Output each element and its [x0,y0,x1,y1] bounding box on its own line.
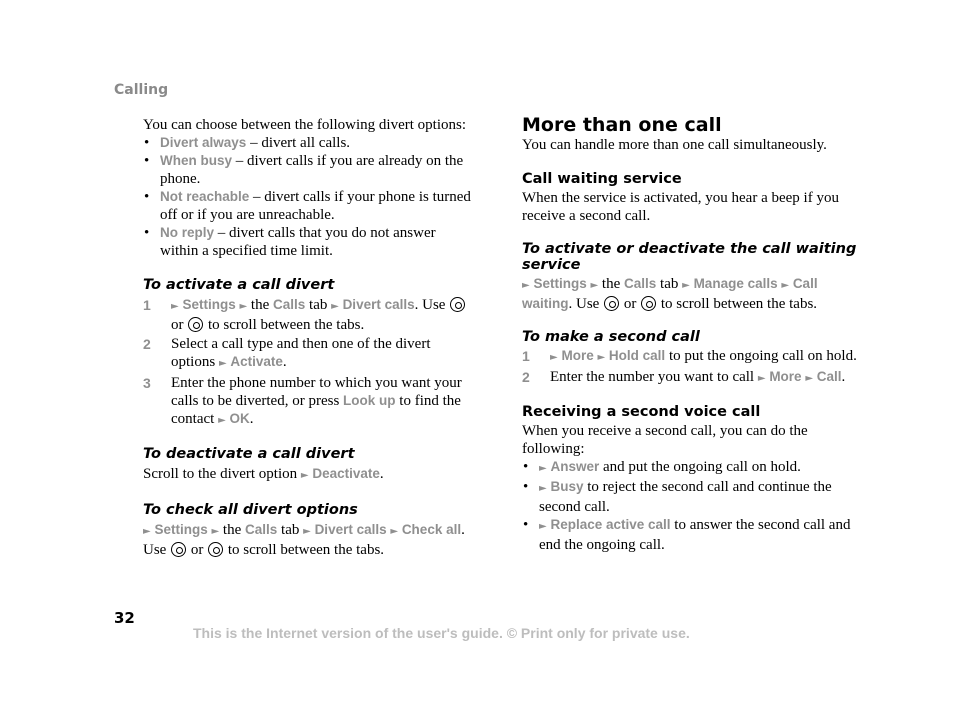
right-column [522,114,857,554]
check-text: ► Settings ► the Calls tab ► Divert calls ► Check all. Use or to scroll between the tabs. [143,522,465,558]
arrow-icon: ► [805,373,814,384]
navigation-key-icon [604,296,619,311]
arrow-icon: ► [390,526,399,537]
list-item: • Divert always – divert all calls. [143,134,473,152]
arrow-icon: ► [211,526,220,537]
list-item: • When busy – divert calls if you are already on the phone. [143,152,473,188]
arrow-icon: ► [597,352,606,363]
activate-heading: To activate a call divert [143,277,335,293]
section-header: Calling [114,82,169,98]
page-title: More than one call [522,114,722,136]
navigation-key-icon [188,317,203,332]
toggle-waiting-heading: To activate or deactivate the call waiting service [522,241,857,273]
call-waiting-heading: Call waiting service [522,171,682,187]
navigation-key-icon [450,297,465,312]
arrow-icon: ► [171,301,179,312]
arrow-icon: ► [239,301,248,312]
navigation-key-icon [171,542,186,557]
arrow-icon: ► [300,470,309,481]
list-item: • ► Replace active call to answer the second call and end the ongoing call. [522,516,857,554]
call-waiting-text: When the service is activated, you hear a beep if you receive a second call. [522,190,839,224]
arrow-icon: ► [218,415,226,426]
arrow-icon: ► [539,521,547,532]
page-number: 32 [114,609,135,627]
arrow-icon: ► [522,280,530,291]
arrow-icon: ► [590,280,599,291]
arrow-icon: ► [550,352,558,363]
arrow-icon: ► [539,483,547,494]
navigation-key-icon [208,542,223,557]
arrow-icon: ► [539,463,547,474]
list-item: • No reply – divert calls that you do not answer within a specified time limit. [143,224,473,260]
receiving-text: When you receive a second call, you can do the following: [522,423,808,457]
deactivate-heading: To deactivate a call divert [143,446,355,462]
second-call-heading: To make a second call [522,329,700,345]
arrow-icon: ► [757,373,766,384]
arrow-icon: ► [143,526,151,537]
navigation-key-icon [641,296,656,311]
check-heading: To check all divert options [143,502,358,518]
intro-text: You can choose between the following divert options: [143,117,467,133]
arrow-icon: ► [331,301,339,312]
left-column [143,116,473,559]
list-item: • ► Answer and put the ongoing call on hold. [522,458,857,478]
deactivate-text: Scroll to the divert option ► Deactivate. [143,466,384,482]
receiving-options-list [522,458,857,554]
arrow-icon: ► [303,526,311,537]
step-2: 2 Enter the number you want to call ► More ► Call. [522,369,846,385]
arrow-icon: ► [682,280,690,291]
divert-options-list [143,134,473,260]
arrow-icon: ► [218,358,227,369]
step-1: 1 ► More ► Hold call to put the ongoing call on hold. [522,348,857,364]
step-2: 2 Select a call type and then one of the divert options ► Activate. [143,336,431,370]
footer-notice: This is the Internet version of the user's guide. © Print only for private use. [193,625,690,641]
toggle-waiting-text: ► Settings ► the Calls tab ► Manage calls ► Call waiting. Use or to scroll between the tabs. [522,276,818,312]
step-1: 1 ► Settings ► the Calls tab ► Divert calls. Use or to scroll between the tabs. [143,296,473,334]
list-item: • Not reachable – divert calls if your phone is turned off or if you are unreachable. [143,188,473,224]
intro-text: You can handle more than one call simultaneously. [522,137,827,153]
arrow-icon: ► [781,280,790,291]
receiving-heading: Receiving a second voice call [522,404,761,420]
step-3: 3 Enter the phone number to which you want your calls to be diverted, or press Look up to find the contact ► OK. [143,375,462,427]
list-item: • ► Busy to reject the second call and continue the second call. [522,478,857,516]
